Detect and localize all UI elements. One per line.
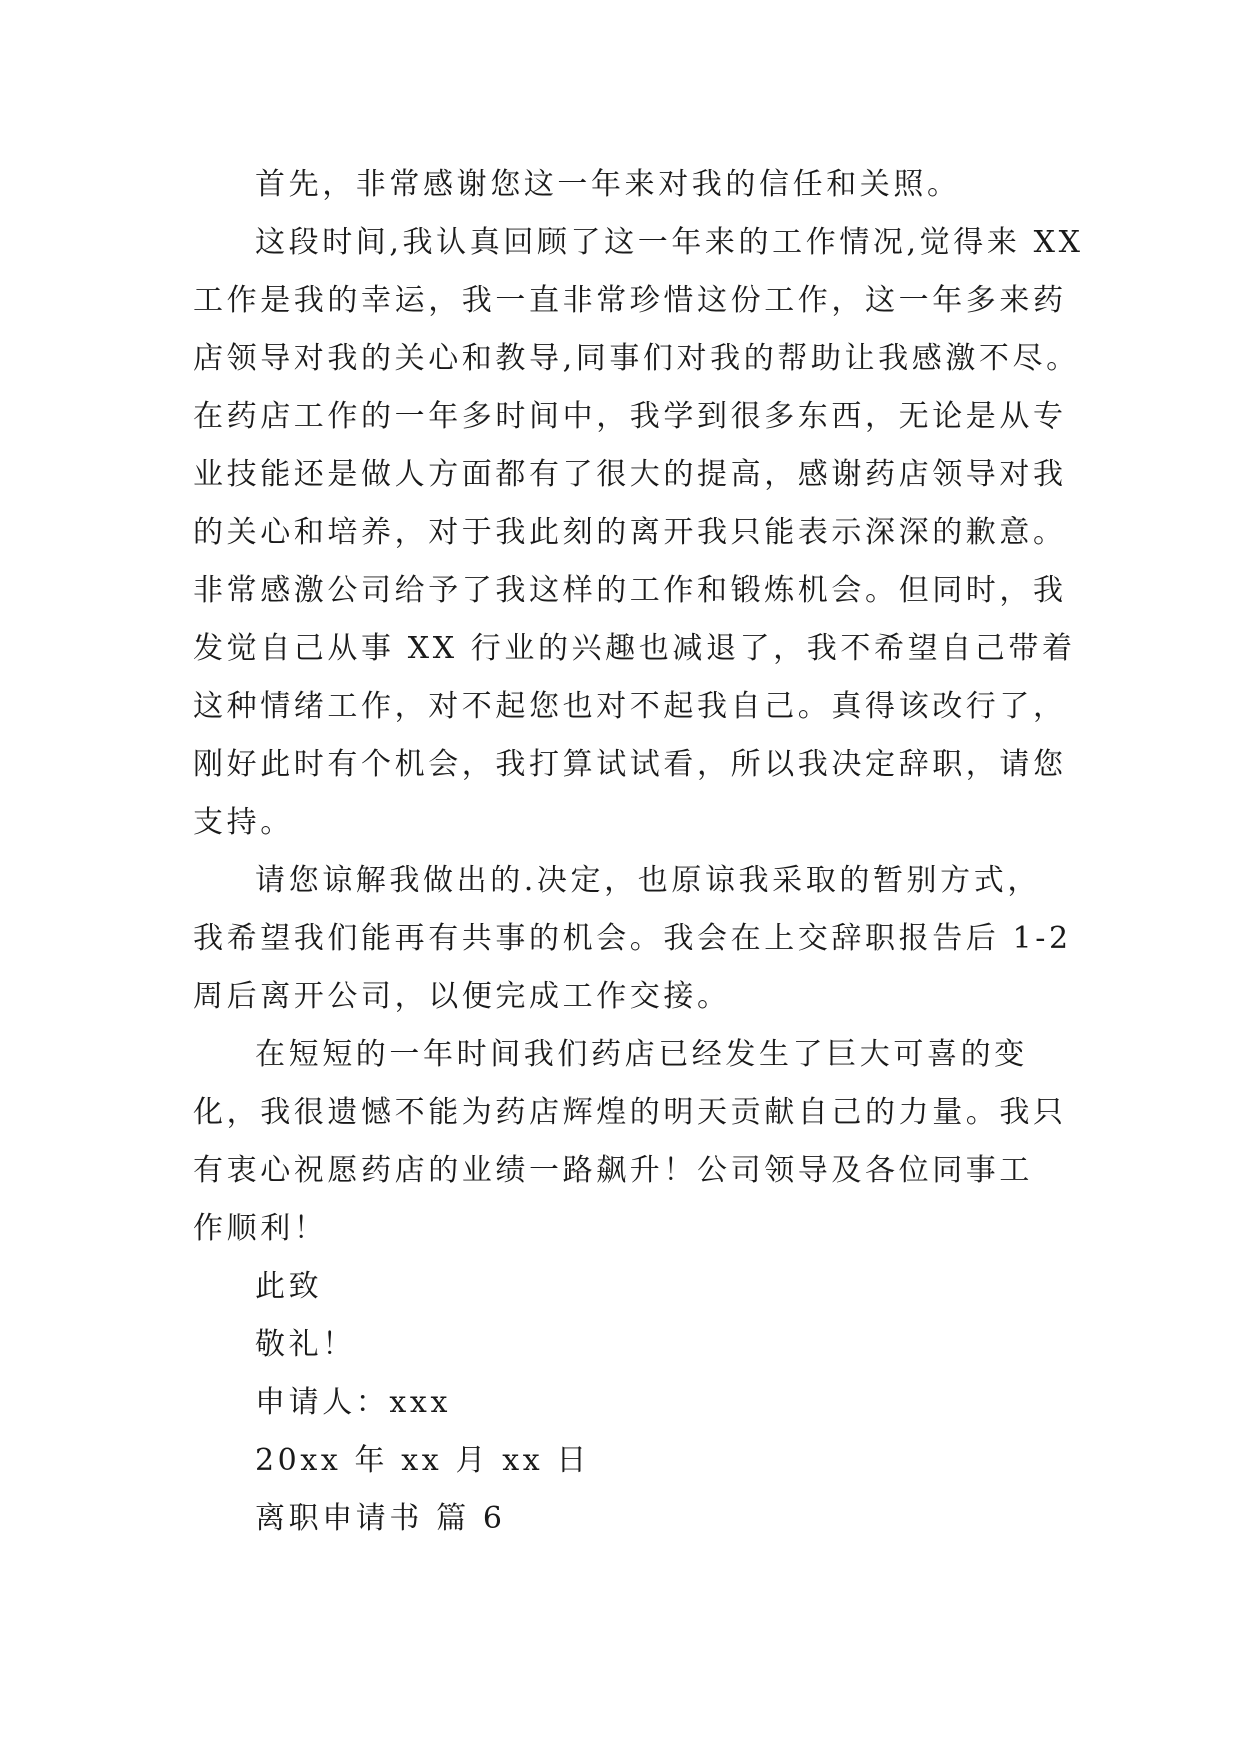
text-line: 化，我很遗憾不能为药店辉煌的明天贡献自己的力量。我只 — [193, 1095, 1067, 1130]
text-line: 发觉自己从事 XX 行业的兴趣也减退了，我不希望自己带着 — [193, 631, 1076, 666]
closing-regards: 敬礼！ — [255, 1327, 356, 1362]
text-line: 刚好此时有个机会，我打算试试看，所以我决定辞职，请您 — [193, 747, 1067, 782]
closing-salutation: 此致 — [255, 1269, 323, 1304]
text-line: 首先，非常感谢您这一年来对我的信任和关照。 — [255, 167, 961, 202]
text-line: 周后离开公司，以便完成工作交接。 — [193, 979, 731, 1014]
text-line: 我希望我们能再有共事的机会。我会在上交辞职报告后 1-2 — [193, 921, 1072, 956]
text-line: 非常感激公司给予了我这样的工作和锻炼机会。但同时，我 — [193, 573, 1067, 608]
text-line: 请您谅解我做出的.决定，也原谅我采取的暂别方式， — [255, 863, 1041, 898]
text-line: 的关心和培养，对于我此刻的离开我只能表示深深的歉意。 — [193, 515, 1067, 550]
section-heading: 离职申请书 篇 6 — [255, 1501, 506, 1536]
text-line: 有衷心祝愿药店的业绩一路飙升！公司领导及各位同事工 — [193, 1153, 1033, 1188]
applicant-line: 申请人：xxx — [255, 1385, 451, 1420]
text-line: 这段时间,我认真回顾了这一年来的工作情况,觉得来 XX — [255, 225, 1084, 260]
text-line: 店领导对我的关心和教导,同事们对我的帮助让我感激不尽。 — [193, 341, 1080, 376]
text-line: 作顺利！ — [193, 1211, 328, 1246]
text-line: 工作是我的幸运，我一直非常珍惜这份工作，这一年多来药 — [193, 283, 1067, 318]
text-line: 支持。 — [193, 805, 294, 840]
text-line: 这种情绪工作，对不起您也对不起我自己。真得该改行了， — [193, 689, 1067, 724]
text-line: 业技能还是做人方面都有了很大的提高，感谢药店领导对我 — [193, 457, 1067, 492]
text-line: 在短短的一年时间我们药店已经发生了巨大可喜的变 — [255, 1037, 1028, 1072]
text-line: 在药店工作的一年多时间中，我学到很多东西，无论是从专 — [193, 399, 1067, 434]
date-line: 20xx 年 xx 月 xx 日 — [255, 1443, 590, 1478]
